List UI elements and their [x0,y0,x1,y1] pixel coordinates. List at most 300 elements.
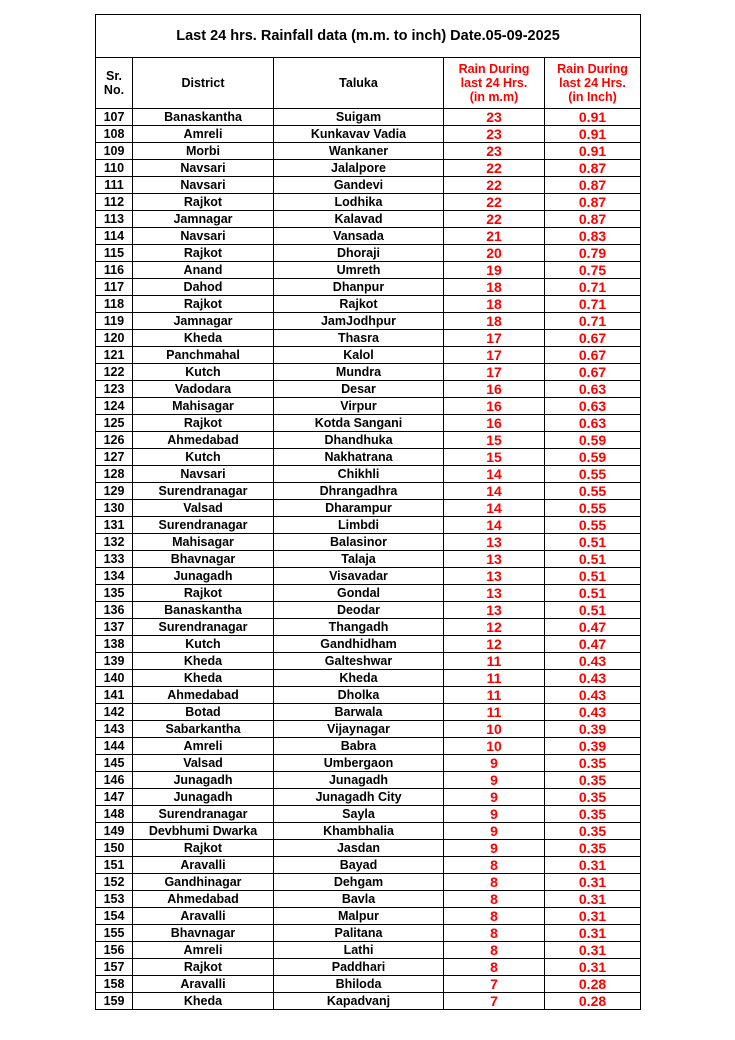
sr-no-cell: 146 [96,772,133,789]
rain-mm-cell: 16 [444,415,545,432]
rain-mm-cell: 8 [444,874,545,891]
table-row [96,466,641,483]
taluka-cell: Limbdi [274,517,444,534]
district-cell: Jamnagar [133,313,274,330]
taluka-cell: Suigam [274,109,444,126]
rain-inch-cell: 0.91 [545,126,641,143]
table-row [96,806,641,823]
table-row [96,721,641,738]
rain-mm-cell: 8 [444,891,545,908]
rain-mm-cell: 8 [444,925,545,942]
taluka-cell: Desar [274,381,444,398]
rain-inch-cell: 0.71 [545,296,641,313]
taluka-cell: Dhanpur [274,279,444,296]
sr-no-cell: 128 [96,466,133,483]
table-row [96,262,641,279]
rain-inch-cell: 0.47 [545,619,641,636]
table-row [96,483,641,500]
rain-inch-cell: 0.31 [545,908,641,925]
rain-inch-cell: 0.91 [545,143,641,160]
sr-no-cell: 109 [96,143,133,160]
district-cell: Navsari [133,466,274,483]
rain-mm-cell: 10 [444,721,545,738]
rain-inch-cell: 0.47 [545,636,641,653]
taluka-cell: Kotda Sangani [274,415,444,432]
table-row [96,874,641,891]
district-cell: Rajkot [133,296,274,313]
taluka-cell: Kapadvanj [274,993,444,1010]
taluka-cell: Gandhidham [274,636,444,653]
taluka-cell: Kunkavav Vadia [274,126,444,143]
taluka-cell: Gondal [274,585,444,602]
sr-no-cell: 108 [96,126,133,143]
table-row [96,398,641,415]
table-row [96,160,641,177]
taluka-cell: Malpur [274,908,444,925]
rain-inch-cell: 0.31 [545,942,641,959]
sr-no-cell: 145 [96,755,133,772]
taluka-cell: Kalavad [274,211,444,228]
district-cell: Ahmedabad [133,432,274,449]
table-row [96,789,641,806]
sr-no-cell: 114 [96,228,133,245]
district-cell: Kheda [133,670,274,687]
rainfall-table [95,14,641,1010]
rain-inch-cell: 0.35 [545,840,641,857]
sr-no-cell: 121 [96,347,133,364]
district-cell: Kutch [133,636,274,653]
district-cell: Surendranagar [133,517,274,534]
district-cell: Kheda [133,993,274,1010]
rain-inch-cell: 0.35 [545,772,641,789]
rain-inch-cell: 0.28 [545,976,641,993]
rain-mm-cell: 19 [444,262,545,279]
taluka-cell: Sayla [274,806,444,823]
sr-no-cell: 159 [96,993,133,1010]
taluka-cell: Bhiloda [274,976,444,993]
table-row [96,823,641,840]
header-rain-mm [444,58,545,109]
taluka-cell: Talaja [274,551,444,568]
table-row [96,925,641,942]
district-cell: Aravalli [133,857,274,874]
rain-mm-cell: 9 [444,823,545,840]
sr-no-cell: 152 [96,874,133,891]
rain-inch-cell: 0.55 [545,500,641,517]
sr-no-cell: 122 [96,364,133,381]
rain-inch-cell: 0.51 [545,551,641,568]
rain-inch-cell: 0.43 [545,687,641,704]
table-row [96,534,641,551]
rain-inch-cell: 0.59 [545,449,641,466]
district-cell: Rajkot [133,245,274,262]
rain-mm-cell: 23 [444,109,545,126]
district-cell: Banaskantha [133,602,274,619]
district-cell: Junagadh [133,789,274,806]
district-cell: Vadodara [133,381,274,398]
table-row [96,993,641,1010]
rain-inch-cell: 0.35 [545,755,641,772]
rain-mm-cell: 13 [444,551,545,568]
rain-mm-cell: 14 [444,500,545,517]
sr-no-cell: 155 [96,925,133,942]
rain-mm-cell: 9 [444,789,545,806]
taluka-cell: Galteshwar [274,653,444,670]
rain-inch-cell: 0.31 [545,925,641,942]
rain-mm-cell: 11 [444,704,545,721]
district-cell: Botad [133,704,274,721]
rain-mm-cell: 8 [444,959,545,976]
rain-mm-cell: 17 [444,347,545,364]
sr-no-cell: 129 [96,483,133,500]
district-cell: Rajkot [133,840,274,857]
rain-inch-cell: 0.63 [545,415,641,432]
header-sr-line2: No. [103,83,125,97]
rain-mm-cell: 7 [444,976,545,993]
rain-mm-cell: 22 [444,177,545,194]
table-row [96,840,641,857]
district-cell: Navsari [133,160,274,177]
table-row [96,738,641,755]
header-taluka: Taluka [274,58,444,109]
taluka-cell: Jalalpore [274,160,444,177]
rain-inch-cell: 0.75 [545,262,641,279]
table-row [96,432,641,449]
district-cell: Surendranagar [133,619,274,636]
district-cell: Anand [133,262,274,279]
rain-mm-cell: 7 [444,993,545,1010]
district-cell: Surendranagar [133,483,274,500]
sr-no-cell: 156 [96,942,133,959]
sr-no-cell: 132 [96,534,133,551]
district-cell: Bhavnagar [133,925,274,942]
table-row [96,585,641,602]
taluka-cell: Thasra [274,330,444,347]
table-row [96,364,641,381]
table-row [96,313,641,330]
sr-no-cell: 150 [96,840,133,857]
rain-inch-cell: 0.51 [545,585,641,602]
district-cell: Mahisagar [133,398,274,415]
rain-inch-cell: 0.59 [545,432,641,449]
table-row [96,976,641,993]
taluka-cell: Junagadh [274,772,444,789]
taluka-cell: Umreth [274,262,444,279]
rain-mm-cell: 8 [444,908,545,925]
table-row [96,636,641,653]
table-row [96,109,641,126]
rain-mm-cell: 21 [444,228,545,245]
district-cell: Ahmedabad [133,687,274,704]
sr-no-cell: 107 [96,109,133,126]
rain-mm-cell: 17 [444,330,545,347]
taluka-cell: Dhrangadhra [274,483,444,500]
sr-no-cell: 133 [96,551,133,568]
sr-no-cell: 137 [96,619,133,636]
table-row [96,772,641,789]
table-row [96,704,641,721]
taluka-cell: Mundra [274,364,444,381]
rain-inch-cell: 0.79 [545,245,641,262]
sr-no-cell: 142 [96,704,133,721]
district-cell: Surendranagar [133,806,274,823]
district-cell: Banaskantha [133,109,274,126]
rain-mm-cell: 9 [444,755,545,772]
taluka-cell: JamJodhpur [274,313,444,330]
district-cell: Jamnagar [133,211,274,228]
district-cell: Panchmahal [133,347,274,364]
rain-inch-cell: 0.83 [545,228,641,245]
taluka-cell: Dharampur [274,500,444,517]
rain-mm-cell: 20 [444,245,545,262]
taluka-cell: Kalol [274,347,444,364]
sr-no-cell: 119 [96,313,133,330]
rain-mm-cell: 22 [444,211,545,228]
rain-mm-cell: 15 [444,432,545,449]
taluka-cell: Dholka [274,687,444,704]
district-cell: Junagadh [133,772,274,789]
sr-no-cell: 124 [96,398,133,415]
district-cell: Ahmedabad [133,891,274,908]
sr-no-cell: 140 [96,670,133,687]
taluka-cell: Bavla [274,891,444,908]
rain-inch-cell: 0.31 [545,874,641,891]
rain-mm-cell: 10 [444,738,545,755]
district-cell: Amreli [133,126,274,143]
rain-mm-cell: 16 [444,381,545,398]
taluka-cell: Wankaner [274,143,444,160]
rain-mm-cell: 13 [444,602,545,619]
district-cell: Amreli [133,942,274,959]
taluka-cell: Lodhika [274,194,444,211]
sr-no-cell: 125 [96,415,133,432]
taluka-cell: Visavadar [274,568,444,585]
district-cell: Rajkot [133,959,274,976]
taluka-cell: Vansada [274,228,444,245]
sr-no-cell: 127 [96,449,133,466]
rain-inch-cell: 0.39 [545,721,641,738]
taluka-cell: Dhoraji [274,245,444,262]
rain-mm-cell: 14 [444,466,545,483]
district-cell: Amreli [133,738,274,755]
rain-inch-cell: 0.43 [545,704,641,721]
rain-inch-cell: 0.87 [545,177,641,194]
rain-inch-cell: 0.51 [545,602,641,619]
header-mm-line2: last 24 Hrs. [460,76,528,90]
rain-inch-cell: 0.28 [545,993,641,1010]
sr-no-cell: 138 [96,636,133,653]
taluka-cell: Nakhatrana [274,449,444,466]
rain-mm-cell: 9 [444,840,545,857]
rain-mm-cell: 15 [444,449,545,466]
district-cell: Rajkot [133,194,274,211]
sr-no-cell: 115 [96,245,133,262]
rain-mm-cell: 11 [444,670,545,687]
table-row [96,568,641,585]
taluka-cell: Vijaynagar [274,721,444,738]
rain-inch-cell: 0.43 [545,653,641,670]
taluka-cell: Gandevi [274,177,444,194]
table-row [96,296,641,313]
taluka-cell: Junagadh City [274,789,444,806]
table-row [96,126,641,143]
rain-inch-cell: 0.55 [545,483,641,500]
table-row [96,908,641,925]
district-cell: Valsad [133,755,274,772]
header-inch-line1: Rain During [557,62,628,76]
rain-inch-cell: 0.31 [545,857,641,874]
sr-no-cell: 154 [96,908,133,925]
rain-inch-cell: 0.51 [545,534,641,551]
rain-mm-cell: 14 [444,517,545,534]
rain-inch-cell: 0.67 [545,364,641,381]
district-cell: Sabarkantha [133,721,274,738]
rain-mm-cell: 8 [444,857,545,874]
rain-inch-cell: 0.87 [545,211,641,228]
taluka-cell: Babra [274,738,444,755]
taluka-cell: Rajkot [274,296,444,313]
sr-no-cell: 131 [96,517,133,534]
rain-mm-cell: 9 [444,772,545,789]
district-cell: Kutch [133,449,274,466]
taluka-cell: Lathi [274,942,444,959]
rain-inch-cell: 0.35 [545,823,641,840]
rain-inch-cell: 0.71 [545,279,641,296]
rain-mm-cell: 13 [444,568,545,585]
header-sr-no [96,58,133,109]
header-row [96,58,641,109]
sr-no-cell: 141 [96,687,133,704]
sr-no-cell: 112 [96,194,133,211]
sr-no-cell: 117 [96,279,133,296]
district-cell: Devbhumi Dwarka [133,823,274,840]
sr-no-cell: 157 [96,959,133,976]
table-row [96,330,641,347]
table-row [96,687,641,704]
sr-no-cell: 148 [96,806,133,823]
table-row [96,942,641,959]
taluka-cell: Balasinor [274,534,444,551]
table-row [96,857,641,874]
table-row [96,517,641,534]
rain-inch-cell: 0.51 [545,568,641,585]
table-row [96,194,641,211]
taluka-cell: Khambhalia [274,823,444,840]
rain-mm-cell: 12 [444,636,545,653]
sr-no-cell: 126 [96,432,133,449]
taluka-cell: Deodar [274,602,444,619]
sr-no-cell: 134 [96,568,133,585]
header-district: District [133,58,274,109]
district-cell: Junagadh [133,568,274,585]
header-inch-line2: last 24 Hrs. [559,76,626,90]
rain-mm-cell: 12 [444,619,545,636]
table-row [96,143,641,160]
taluka-cell: Dehgam [274,874,444,891]
table-row [96,177,641,194]
rain-mm-cell: 23 [444,126,545,143]
header-mm-line1: Rain During [458,62,530,76]
rain-mm-cell: 13 [444,585,545,602]
rain-mm-cell: 22 [444,160,545,177]
table-row [96,211,641,228]
taluka-cell: Thangadh [274,619,444,636]
rain-inch-cell: 0.43 [545,670,641,687]
rain-inch-cell: 0.35 [545,789,641,806]
table-row [96,228,641,245]
rainfall-sheet [95,14,641,1010]
rain-mm-cell: 14 [444,483,545,500]
district-cell: Morbi [133,143,274,160]
rain-mm-cell: 17 [444,364,545,381]
district-cell: Rajkot [133,415,274,432]
rain-inch-cell: 0.39 [545,738,641,755]
sr-no-cell: 130 [96,500,133,517]
sr-no-cell: 147 [96,789,133,806]
rain-inch-cell: 0.67 [545,330,641,347]
taluka-cell: Dhandhuka [274,432,444,449]
table-row [96,619,641,636]
rain-inch-cell: 0.63 [545,381,641,398]
rain-mm-cell: 11 [444,687,545,704]
rain-mm-cell: 18 [444,279,545,296]
district-cell: Valsad [133,500,274,517]
table-title: Last 24 hrs. Rainfall data (m.m. to inch) Date.05-09-2025 [96,15,641,58]
table-row [96,653,641,670]
rain-inch-cell: 0.35 [545,806,641,823]
table-row [96,500,641,517]
table-row [96,245,641,262]
district-cell: Gandhinagar [133,874,274,891]
rain-mm-cell: 16 [444,398,545,415]
district-cell: Kutch [133,364,274,381]
table-row [96,602,641,619]
sr-no-cell: 135 [96,585,133,602]
taluka-cell: Jasdan [274,840,444,857]
table-row [96,551,641,568]
table-row [96,415,641,432]
table-row [96,670,641,687]
rain-inch-cell: 0.63 [545,398,641,415]
taluka-cell: Chikhli [274,466,444,483]
rain-inch-cell: 0.31 [545,959,641,976]
rain-mm-cell: 11 [444,653,545,670]
rain-inch-cell: 0.31 [545,891,641,908]
rain-inch-cell: 0.55 [545,517,641,534]
table-row [96,449,641,466]
header-mm-line3: (in m.m) [469,90,519,104]
table-row [96,959,641,976]
table-row [96,347,641,364]
taluka-cell: Bayad [274,857,444,874]
taluka-cell: Palitana [274,925,444,942]
sr-no-cell: 116 [96,262,133,279]
sr-no-cell: 113 [96,211,133,228]
rain-mm-cell: 22 [444,194,545,211]
rain-mm-cell: 18 [444,313,545,330]
rain-inch-cell: 0.67 [545,347,641,364]
rain-mm-cell: 13 [444,534,545,551]
rain-mm-cell: 9 [444,806,545,823]
table-body [96,109,641,1010]
rain-mm-cell: 8 [444,942,545,959]
rain-inch-cell: 0.87 [545,194,641,211]
sr-no-cell: 111 [96,177,133,194]
header-inch-line3: (in Inch) [568,90,617,104]
rain-inch-cell: 0.87 [545,160,641,177]
sr-no-cell: 158 [96,976,133,993]
sr-no-cell: 143 [96,721,133,738]
